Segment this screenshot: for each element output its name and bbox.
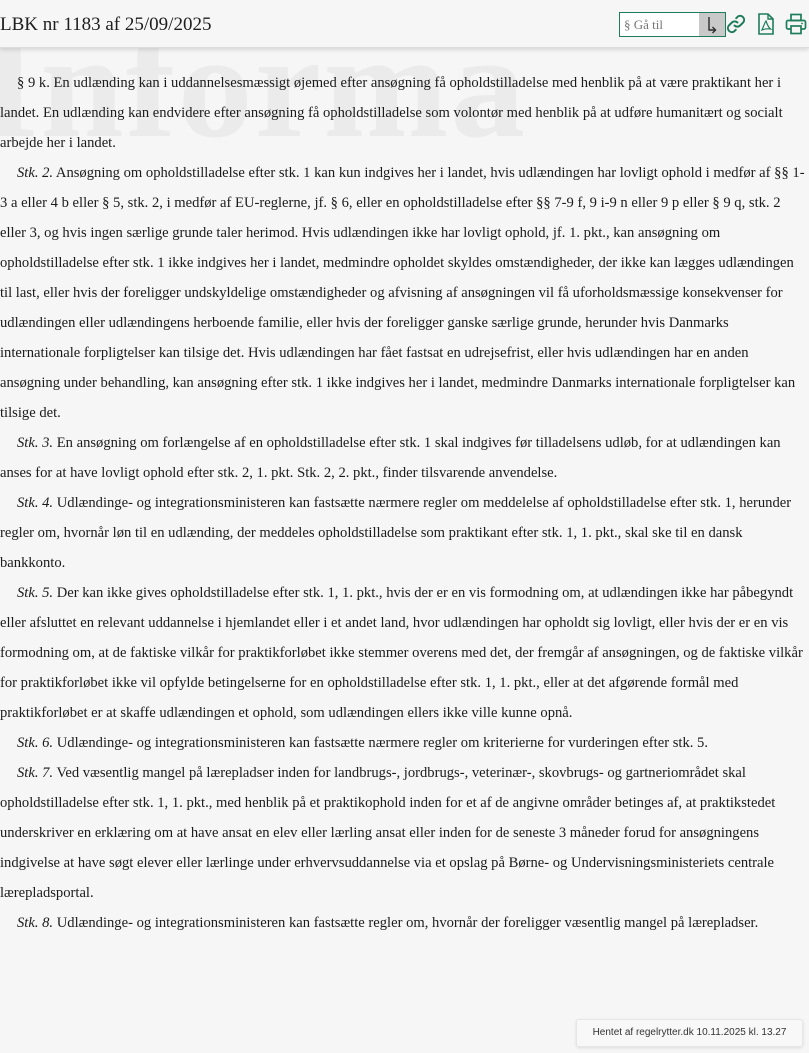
section-label: § 9 k. <box>17 75 50 91</box>
stk-label: Stk. 2. <box>17 165 54 181</box>
stk-5-paragraph <box>0 578 809 728</box>
stk-7-paragraph <box>0 758 809 908</box>
stk-6-paragraph <box>0 728 809 758</box>
document-header <box>0 0 809 48</box>
section-9k-paragraph <box>0 68 809 158</box>
document-title: LBK nr 1183 af 25/09/2025 <box>0 14 212 35</box>
source-badge: Hentet af regelrytter.dk 10.11.2025 kl. 13.27 <box>576 1019 803 1047</box>
paragraph-text: Ved væsentlig mangel på lærepladser inden for landbrugs-, jordbrugs-, veterinær-, skovbrugs- og gartneriområdet skal opholdstilladelse efter stk. 1, 1. pkt., med henblik på et praktikophold inden for et af de angivne områder betinges af, at praktikstedet underskriver en erklæring om at have ansat en elev eller lærling ansat eller inden for de seneste 3 måneder forud for ansøgningens indgivelse at have søgt elever eller lærlinge under erhvervsuddannelse via et opslag på Børne- og Undervisningsministeriets centrale lærepladsportal. <box>0 765 776 901</box>
paragraph-text: Udlændinge- og integrationsministeren kan fastsætte nærmere regler om kriterierne for vurderingen efter stk. 5. <box>53 735 708 751</box>
print-button[interactable] <box>784 12 808 36</box>
goto-section-input[interactable] <box>620 13 704 36</box>
stk-label: Stk. 4. <box>17 495 54 511</box>
pdf-icon <box>754 12 778 36</box>
stk-label: Stk. 3. <box>17 435 54 451</box>
print-icon <box>784 12 808 36</box>
stk-label: Stk. 6. <box>17 735 54 751</box>
document-body <box>0 68 809 938</box>
stk-3-paragraph <box>0 428 809 488</box>
link-icon <box>724 12 748 36</box>
enter-arrow-icon <box>705 16 719 34</box>
stk-2-paragraph <box>0 158 809 428</box>
paragraph-text: En udlænding kan i uddannelsesmæssigt øjemed efter ansøgning få opholdstilladelse med henblik på at være praktikant her i landet. En udlænding kan endvidere efter ansøgning få opholdstilladelse som volontør med henblik på at udføre humanitært og socialt arbejde her i landet. <box>0 75 783 151</box>
goto-button[interactable] <box>699 13 725 36</box>
stk-label: Stk. 7. <box>17 765 54 781</box>
paragraph-text: Udlændinge- og integrationsministeren kan fastsætte nærmere regler om meddelelse af opholdstilladelse efter stk. 1, herunder regler om, hvornår løn til en udlænding, der meddeles opholdstilladelse som praktikant efter stk. 1, 1. pkt., skal ske til en dansk bankkonto. <box>0 495 792 571</box>
download-pdf-button[interactable] <box>754 12 778 36</box>
paragraph-text: Udlændinge- og integrationsministeren kan fastsætte regler om, hvornår der foreligger væsentlig mangel på lærepladser. <box>53 915 759 931</box>
stk-8-paragraph <box>0 908 809 938</box>
stk-4-paragraph <box>0 488 809 578</box>
paragraph-text: En ansøgning om forlængelse af en opholdstilladelse efter stk. 1 skal indgives før tilladelsens udløb, for at udlændingen kan anses for at have lovligt ophold efter stk. 2, 1. pkt. Stk. 2, 2. pkt., finder tilsvarende anvendelse. <box>0 435 781 481</box>
stk-label: Stk. 8. <box>17 915 54 931</box>
stk-label: Stk. 5. <box>17 585 54 601</box>
paragraph-text: Der kan ikke gives opholdstilladelse efter stk. 1, 1. pkt., hvis der er en vis formodning om, at udlændingen ikke har påbegyndt eller afsluttet en relevant uddannelse i hjemlandet eller i et andet land, hvor udlændingen har opholdt sig lovligt, eller hvis der er en vis formodning om, at de faktiske vilkår for praktikforløbet ikke stemmer overens med det, der fremgår af ansøgningen, og de faktiske vilkår for praktikforløbet ikke vil opfylde betingelserne for en opholdstilladelse efter stk. 1, 1. pkt., eller at det afgørende formål med praktikforløbet er at skaffe udlændingen et ophold, som udlændingen ellers ikke ville kunne opnå. <box>0 585 803 721</box>
copy-link-button[interactable] <box>724 12 748 36</box>
paragraph-text: Ansøgning om opholdstilladelse efter stk. 1 kan kun indgives her i landet, hvis udlændingen har lovligt ophold i medfør af §§ 1-3 a eller 4 b eller § 5, stk. 2, i medfør af EU-reglerne, jf. § 6, eller en opholdstilladelse efter §§ 7-9 f, 9 i-9 n eller 9 p eller § 9 q, stk. 2 eller 3, og hvis ingen særlige grunde taler herimod. Hvis udlændingen ikke har lovligt ophold, jf. 1. pkt., kan ansøgning om opholdstilladelse efter stk. 1 ikke indgives her i landet, medmindre opholdet skyldes omstændigheder, der ikke kan lægges udlændingen til last, eller hvis der foreligger undskyldelige omstændigheder og afvisning af ansøgningen vil få uforholdsmæssige konsekvenser for udlændingen eller udlændingens herboende familie, eller hvis der foreligger ganske særlige grunde, herunder hvis Danmarks internationale forpligtelser kan tilsige det. Hvis udlændingen har fået fastsat en udrejsefrist, eller hvis udlændingen har en anden ansøgning under behandling, kan ansøgning efter stk. 1 ikke indgives her i landet, medmindre Danmarks internationale forpligtelser kan tilsige det. <box>0 165 805 421</box>
goto-section-control <box>619 12 726 37</box>
